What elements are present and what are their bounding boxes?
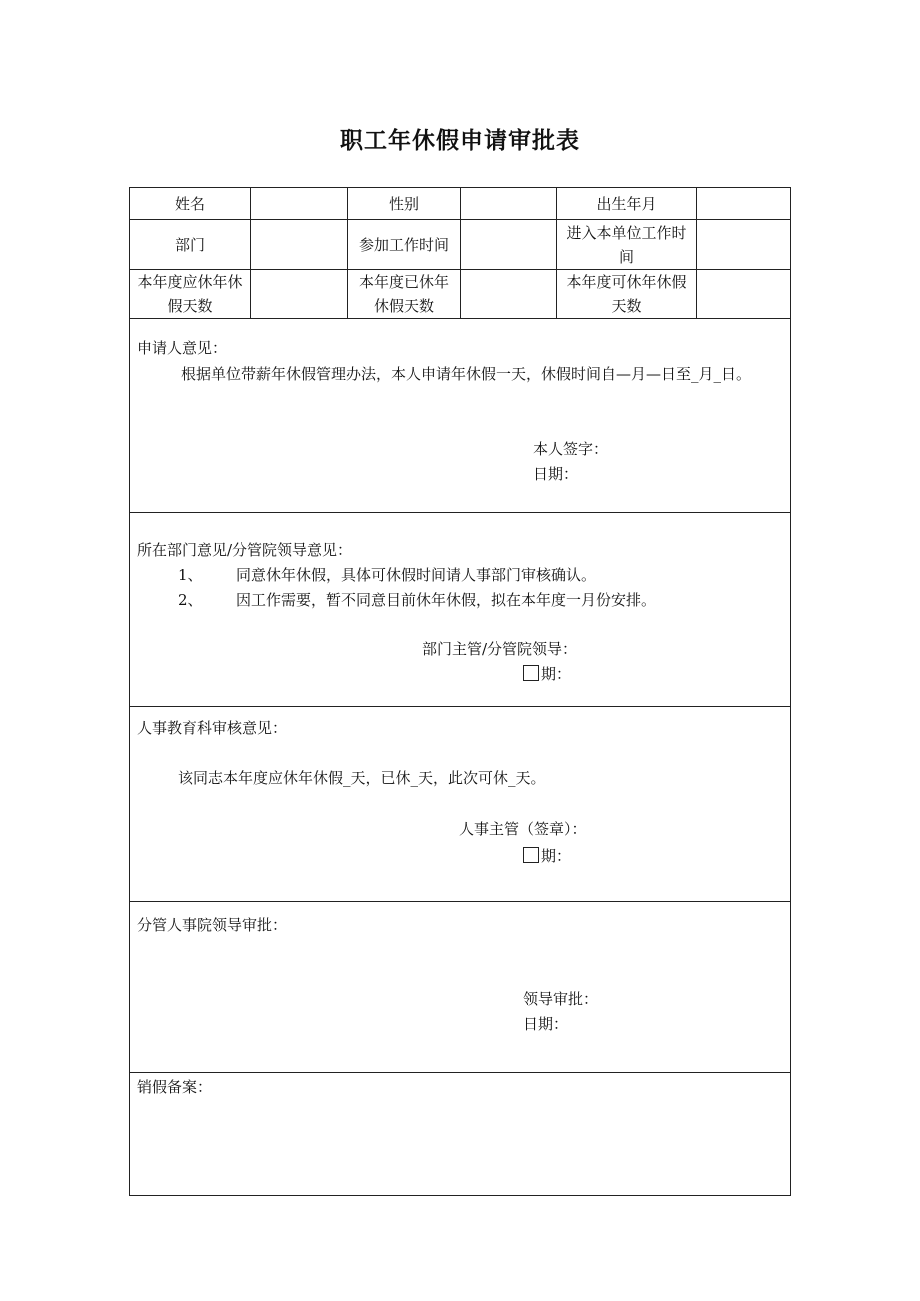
gender-field[interactable] [461,188,557,220]
checkbox-icon [523,665,539,681]
leader-section [130,902,791,1073]
header-row-3 [130,270,791,319]
join-unit-date-label: 进入本单位工作时间 [557,220,697,270]
cancel-section [130,1073,791,1196]
hr-opinion-cell[interactable] [130,707,791,902]
gender-label: 性别 [348,188,461,220]
hr-heading: 人事教育科审核意见： [137,719,288,737]
leader-approval-cell[interactable] [130,902,791,1073]
due-days-label: 本年度应休年休假天数 [130,270,251,319]
department-label: 部门 [130,220,251,270]
department-opinion-cell[interactable] [130,513,791,707]
applicant-signature-label: 本人签字： [533,440,609,458]
department-signature-label: 部门主管/分管院领导： [422,640,578,658]
applicant-date-label: 日期： [533,465,579,483]
birth-date-field[interactable] [697,188,791,220]
taken-days-field[interactable] [461,270,557,319]
cancel-heading: 销假备案： [137,1078,213,1096]
department-field[interactable] [251,220,348,270]
taken-days-label: 本年度已休年休假天数 [348,270,461,319]
hr-section [130,707,791,902]
option-2-text: 因工作需要，暂不同意目前休年休假，拟在本年度一月份安排。 [236,591,657,609]
applicant-opinion-cell[interactable] [130,319,791,513]
join-unit-date-field[interactable] [697,220,791,270]
department-section [130,513,791,707]
applicant-section [130,319,791,513]
leader-heading: 分管人事院领导审批： [137,916,288,934]
leave-application-table [129,187,791,1196]
option-1-number: 1、 [178,566,203,584]
option-2-number: 2、 [178,591,203,609]
leader-date-label: 日期： [523,1015,569,1033]
hr-signature-label: 人事主管（签章）： [459,820,587,838]
available-days-label: 本年度可休年休假天数 [557,270,697,319]
cancel-record-cell[interactable] [130,1073,791,1196]
due-days-field[interactable] [251,270,348,319]
hr-date-row [523,845,571,866]
checkbox-icon [523,847,539,863]
department-date-row [523,663,571,684]
leader-signature-label: 领导审批： [523,990,599,1008]
join-work-date-field[interactable] [461,220,557,270]
hr-date-label: 期： [541,847,572,865]
department-heading: 所在部门意见/分管院领导意见： [137,541,353,559]
available-days-field[interactable] [697,270,791,319]
option-1-text: 同意休年休假，具体可休假时间请人事部门审核确认。 [236,566,597,584]
name-field[interactable] [251,188,348,220]
department-date-label: 期： [541,665,572,683]
applicant-body: 根据单位带薪年休假管理办法，本人申请年休假一天，休假时间自—月—日至_月_日。 [181,365,752,383]
form-title: 职工年休假申请审批表 [340,128,580,154]
header-row-1 [130,188,791,220]
name-label: 姓名 [130,188,251,220]
birth-date-label: 出生年月 [557,188,697,220]
hr-body: 该同志本年度应休年休假_天，已休_天，此次可休_天。 [178,769,546,787]
applicant-heading: 申请人意见： [137,339,228,357]
header-row-2 [130,220,791,270]
join-work-date-label: 参加工作时间 [348,220,461,270]
